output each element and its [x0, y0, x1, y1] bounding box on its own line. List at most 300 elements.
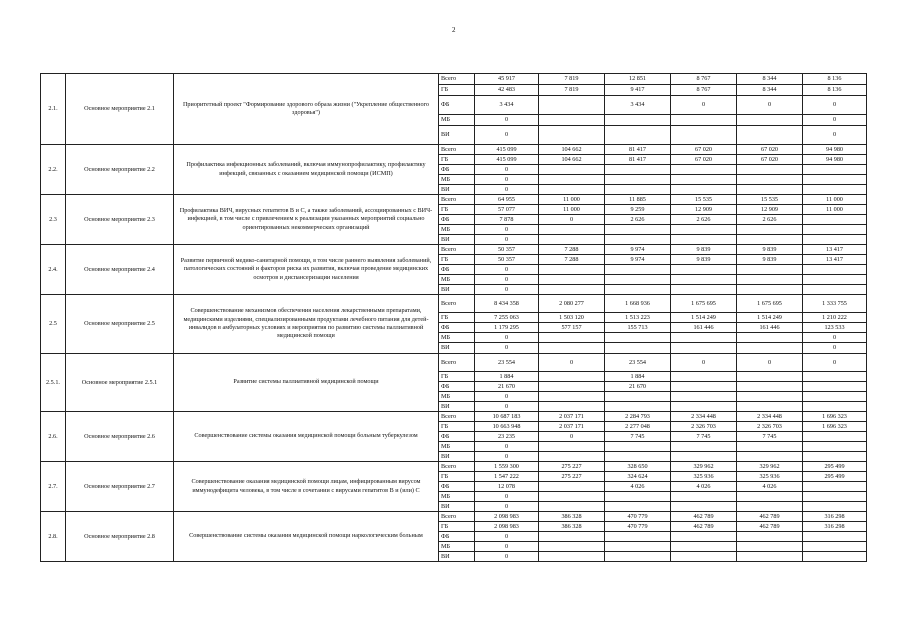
amount-cell: 0 [475, 285, 539, 295]
funding-source: МБ [439, 225, 475, 235]
amount-cell [737, 452, 803, 462]
amount-cell [605, 115, 671, 126]
amount-cell [737, 392, 803, 402]
table-row [41, 195, 867, 205]
amount-cell: 23 554 [605, 354, 671, 372]
funding-source: ГБ [439, 422, 475, 432]
amount-cell: 50 357 [475, 255, 539, 265]
amount-cell: 2 326 703 [737, 422, 803, 432]
amount-cell [605, 392, 671, 402]
amount-cell: 7 288 [539, 255, 605, 265]
amount-cell [539, 126, 605, 145]
amount-cell: 325 936 [737, 472, 803, 482]
funding-source: ФБ [439, 432, 475, 442]
row-number: 2.6. [41, 412, 66, 462]
amount-cell [539, 225, 605, 235]
table-body [41, 74, 867, 562]
funding-source: ГБ [439, 313, 475, 323]
amount-cell [539, 265, 605, 275]
amount-cell: 155 713 [605, 323, 671, 333]
amount-cell [539, 96, 605, 115]
amount-cell: 2 626 [671, 215, 737, 225]
amount-cell: 0 [475, 392, 539, 402]
amount-cell: 0 [475, 165, 539, 175]
amount-cell: 9 259 [605, 205, 671, 215]
activity-description: Приоритетный проект "Формирование здорового образа жизни ("Укрепление общественного здоровья") [174, 74, 439, 145]
amount-cell: 316 298 [803, 522, 867, 532]
activity-description: Развитие первичной медико-санитарной помощи, в том числе раннего выявления заболеваний, патологических состояний и факторов риска их развития, включая проведение медицинских осмотров и диспансеризации населения [174, 245, 439, 295]
activity-name: Основное мероприятие 2.5 [66, 295, 174, 354]
amount-cell [605, 175, 671, 185]
amount-cell [539, 185, 605, 195]
amount-cell: 2 284 793 [605, 412, 671, 422]
amount-cell [539, 343, 605, 354]
amount-cell: 104 662 [539, 155, 605, 165]
amount-cell: 2 334 448 [671, 412, 737, 422]
amount-cell: 10 663 948 [475, 422, 539, 432]
amount-cell: 15 535 [671, 195, 737, 205]
amount-cell [605, 532, 671, 542]
amount-cell [605, 452, 671, 462]
table-row [41, 354, 867, 372]
amount-cell: 8 136 [803, 74, 867, 85]
amount-cell: 0 [803, 115, 867, 126]
amount-cell [737, 442, 803, 452]
amount-cell: 1 884 [605, 372, 671, 382]
funding-source: ВИ [439, 502, 475, 512]
amount-cell: 42 483 [475, 85, 539, 96]
amount-cell [671, 265, 737, 275]
row-number: 2.5 [41, 295, 66, 354]
amount-cell [803, 482, 867, 492]
amount-cell: 324 624 [605, 472, 671, 482]
amount-cell: 415 099 [475, 145, 539, 155]
amount-cell: 8 136 [803, 85, 867, 96]
amount-cell [737, 285, 803, 295]
amount-cell [539, 502, 605, 512]
amount-cell: 67 020 [737, 155, 803, 165]
amount-cell [803, 552, 867, 562]
amount-cell: 9 974 [605, 255, 671, 265]
amount-cell: 325 936 [671, 472, 737, 482]
amount-cell: 7 745 [671, 432, 737, 442]
amount-cell [539, 492, 605, 502]
amount-cell: 9 839 [737, 245, 803, 255]
amount-cell [737, 115, 803, 126]
amount-cell [671, 532, 737, 542]
amount-cell: 0 [475, 185, 539, 195]
funding-source: ГБ [439, 472, 475, 482]
funding-source: МБ [439, 333, 475, 343]
amount-cell [737, 502, 803, 512]
amount-cell [803, 275, 867, 285]
amount-cell [539, 442, 605, 452]
funding-source: ГБ [439, 522, 475, 532]
funding-source: Всего [439, 354, 475, 372]
amount-cell [803, 372, 867, 382]
funding-source: МБ [439, 492, 475, 502]
amount-cell: 50 357 [475, 245, 539, 255]
amount-cell: 0 [803, 126, 867, 145]
funding-source: ФБ [439, 382, 475, 392]
funding-source: Всего [439, 462, 475, 472]
amount-cell: 1 210 222 [803, 313, 867, 323]
funding-source: Всего [439, 295, 475, 313]
amount-cell [671, 185, 737, 195]
amount-cell: 0 [803, 333, 867, 343]
amount-cell: 7 819 [539, 74, 605, 85]
amount-cell: 0 [803, 354, 867, 372]
amount-cell: 9 839 [737, 255, 803, 265]
amount-cell: 1 696 323 [803, 422, 867, 432]
amount-cell [803, 235, 867, 245]
activity-description: Совершенствование механизмов обеспечения населения лекарственными препаратами, медицинскими изделиями, специализированными продуктами лечебного питания для детей-инвалидов в амбулаторных условиях и мероприятия по развитию системы паллиативной медицинской помощи [174, 295, 439, 354]
amount-cell: 64 955 [475, 195, 539, 205]
amount-cell: 21 670 [605, 382, 671, 392]
amount-cell [539, 482, 605, 492]
amount-cell: 7 745 [737, 432, 803, 442]
amount-cell: 0 [475, 333, 539, 343]
amount-cell: 1 547 222 [475, 472, 539, 482]
funding-source: ВИ [439, 185, 475, 195]
amount-cell: 462 789 [671, 522, 737, 532]
amount-cell [737, 225, 803, 235]
amount-cell [539, 392, 605, 402]
amount-cell: 11 000 [803, 195, 867, 205]
amount-cell [803, 225, 867, 235]
amount-cell: 2 277 048 [605, 422, 671, 432]
amount-cell [605, 492, 671, 502]
amount-cell: 1 668 936 [605, 295, 671, 313]
amount-cell [737, 126, 803, 145]
amount-cell: 295 499 [803, 472, 867, 482]
amount-cell [539, 542, 605, 552]
amount-cell: 2 037 171 [539, 412, 605, 422]
budget-table [40, 73, 867, 562]
amount-cell: 462 789 [671, 512, 737, 522]
amount-cell: 1 179 295 [475, 323, 539, 333]
amount-cell [605, 552, 671, 562]
funding-source: Всего [439, 412, 475, 422]
amount-cell [671, 452, 737, 462]
amount-cell: 13 417 [803, 255, 867, 265]
amount-cell: 45 917 [475, 74, 539, 85]
amount-cell: 8 344 [737, 74, 803, 85]
amount-cell: 2 080 277 [539, 295, 605, 313]
amount-cell: 0 [475, 175, 539, 185]
amount-cell: 0 [803, 96, 867, 115]
funding-source: МБ [439, 115, 475, 126]
amount-cell [605, 333, 671, 343]
amount-cell [737, 552, 803, 562]
amount-cell [671, 552, 737, 562]
amount-cell: 7 255 063 [475, 313, 539, 323]
amount-cell [737, 275, 803, 285]
amount-cell [605, 225, 671, 235]
amount-cell [539, 402, 605, 412]
row-number: 2.2. [41, 145, 66, 195]
funding-source: ФБ [439, 323, 475, 333]
funding-source: ФБ [439, 482, 475, 492]
amount-cell [605, 126, 671, 145]
amount-cell: 11 000 [803, 205, 867, 215]
amount-cell [671, 285, 737, 295]
row-number: 2.5.1. [41, 354, 66, 412]
row-number: 2.8. [41, 512, 66, 562]
amount-cell: 470 779 [605, 522, 671, 532]
amount-cell: 0 [475, 442, 539, 452]
amount-cell [539, 175, 605, 185]
amount-cell: 415 099 [475, 155, 539, 165]
amount-cell: 11 000 [539, 195, 605, 205]
amount-cell: 9 839 [671, 255, 737, 265]
amount-cell: 23 554 [475, 354, 539, 372]
amount-cell [671, 392, 737, 402]
table-row [41, 145, 867, 155]
amount-cell: 316 298 [803, 512, 867, 522]
funding-source: Всего [439, 512, 475, 522]
activity-name: Основное мероприятие 2.2 [66, 145, 174, 195]
funding-source: ГБ [439, 155, 475, 165]
amount-cell: 470 779 [605, 512, 671, 522]
amount-cell: 67 020 [737, 145, 803, 155]
table-row [41, 245, 867, 255]
amount-cell: 0 [475, 225, 539, 235]
activity-description: Совершенствование системы оказания медицинской помощи больным туберкулезом [174, 412, 439, 462]
amount-cell: 0 [539, 215, 605, 225]
activity-name: Основное мероприятие 2.1 [66, 74, 174, 145]
amount-cell: 4 026 [737, 482, 803, 492]
amount-cell: 7 819 [539, 85, 605, 96]
amount-cell: 1 559 300 [475, 462, 539, 472]
funding-source: ГБ [439, 205, 475, 215]
amount-cell [671, 442, 737, 452]
amount-cell [803, 382, 867, 392]
amount-cell [737, 382, 803, 392]
amount-cell [671, 333, 737, 343]
amount-cell [737, 343, 803, 354]
amount-cell [539, 275, 605, 285]
amount-cell: 3 434 [605, 96, 671, 115]
activity-name: Основное мероприятие 2.5.1 [66, 354, 174, 412]
amount-cell: 0 [803, 343, 867, 354]
amount-cell [539, 372, 605, 382]
amount-cell [671, 382, 737, 392]
amount-cell: 328 650 [605, 462, 671, 472]
amount-cell [671, 235, 737, 245]
amount-cell [671, 115, 737, 126]
amount-cell: 0 [475, 275, 539, 285]
amount-cell: 10 687 183 [475, 412, 539, 422]
amount-cell: 161 446 [737, 323, 803, 333]
funding-source: Всего [439, 74, 475, 85]
amount-cell: 1 675 695 [671, 295, 737, 313]
amount-cell [605, 402, 671, 412]
amount-cell: 4 026 [605, 482, 671, 492]
amount-cell [803, 175, 867, 185]
activity-name: Основное мероприятие 2.7 [66, 462, 174, 512]
amount-cell [671, 343, 737, 354]
amount-cell: 0 [475, 402, 539, 412]
activity-name: Основное мероприятие 2.4 [66, 245, 174, 295]
amount-cell: 0 [475, 235, 539, 245]
funding-source: МБ [439, 392, 475, 402]
amount-cell [737, 333, 803, 343]
activity-description: Профилактика ВИЧ, вирусных гепатитов В и С, а также заболеваний, ассоциированных с ВИЧ-инфекцией, в том числе с привлечением к реализации указанных мероприятий социально ориентированных некоммерческих организаций [174, 195, 439, 245]
amount-cell: 0 [737, 354, 803, 372]
amount-cell: 2 334 448 [737, 412, 803, 422]
amount-cell [803, 392, 867, 402]
amount-cell [605, 542, 671, 552]
funding-source: ФБ [439, 165, 475, 175]
activity-description: Совершенствование системы оказания медицинской помощи наркологическим больным [174, 512, 439, 562]
amount-cell: 2 098 983 [475, 512, 539, 522]
amount-cell [539, 552, 605, 562]
funding-source: ФБ [439, 532, 475, 542]
funding-source: МБ [439, 275, 475, 285]
funding-source: Всего [439, 245, 475, 255]
amount-cell: 9 839 [671, 245, 737, 255]
amount-cell [737, 235, 803, 245]
funding-source: ВИ [439, 235, 475, 245]
funding-source: ФБ [439, 96, 475, 115]
amount-cell: 386 328 [539, 522, 605, 532]
amount-cell: 1 514 249 [737, 313, 803, 323]
amount-cell [737, 265, 803, 275]
amount-cell: 0 [475, 126, 539, 145]
amount-cell [671, 402, 737, 412]
amount-cell [737, 185, 803, 195]
amount-cell [539, 165, 605, 175]
funding-source: ВИ [439, 343, 475, 354]
amount-cell: 8 767 [671, 74, 737, 85]
amount-cell: 2 626 [605, 215, 671, 225]
amount-cell: 295 499 [803, 462, 867, 472]
amount-cell: 123 533 [803, 323, 867, 333]
amount-cell: 2 626 [737, 215, 803, 225]
amount-cell: 23 235 [475, 432, 539, 442]
amount-cell: 0 [475, 115, 539, 126]
amount-cell [737, 175, 803, 185]
amount-cell: 11 000 [539, 205, 605, 215]
funding-source: ВИ [439, 552, 475, 562]
amount-cell: 0 [539, 354, 605, 372]
amount-cell [671, 126, 737, 145]
amount-cell [737, 402, 803, 412]
row-number: 2.4. [41, 245, 66, 295]
amount-cell [803, 442, 867, 452]
amount-cell: 9 974 [605, 245, 671, 255]
amount-cell [539, 452, 605, 462]
amount-cell: 3 434 [475, 96, 539, 115]
amount-cell: 94 980 [803, 155, 867, 165]
amount-cell: 7 288 [539, 245, 605, 255]
amount-cell [671, 502, 737, 512]
amount-cell: 0 [475, 492, 539, 502]
amount-cell: 0 [671, 96, 737, 115]
amount-cell: 21 670 [475, 382, 539, 392]
amount-cell: 67 020 [671, 155, 737, 165]
amount-cell: 329 962 [671, 462, 737, 472]
amount-cell [803, 165, 867, 175]
amount-cell [671, 175, 737, 185]
amount-cell: 12 909 [737, 205, 803, 215]
funding-source: МБ [439, 175, 475, 185]
amount-cell: 2 037 171 [539, 422, 605, 432]
amount-cell: 462 789 [737, 522, 803, 532]
amount-cell [605, 275, 671, 285]
amount-cell [803, 285, 867, 295]
amount-cell [737, 532, 803, 542]
amount-cell [605, 265, 671, 275]
amount-cell: 67 020 [671, 145, 737, 155]
amount-cell: 4 026 [671, 482, 737, 492]
amount-cell: 8 767 [671, 85, 737, 96]
amount-cell: 275 227 [539, 472, 605, 482]
amount-cell [803, 185, 867, 195]
amount-cell: 8 434 358 [475, 295, 539, 313]
activity-description: Профилактика инфекционных заболеваний, включая иммунопрофилактику, профилактику инфекций, связанных с оказанием медицинской помощи (ИСМП) [174, 145, 439, 195]
amount-cell: 462 789 [737, 512, 803, 522]
amount-cell: 81 417 [605, 155, 671, 165]
amount-cell [737, 372, 803, 382]
table-row [41, 462, 867, 472]
amount-cell: 7 878 [475, 215, 539, 225]
amount-cell: 0 [475, 552, 539, 562]
amount-cell [737, 165, 803, 175]
amount-cell [737, 542, 803, 552]
amount-cell [803, 215, 867, 225]
funding-source: МБ [439, 442, 475, 452]
amount-cell [803, 432, 867, 442]
amount-cell [803, 502, 867, 512]
amount-cell: 12 851 [605, 74, 671, 85]
amount-cell: 0 [475, 532, 539, 542]
amount-cell: 2 098 983 [475, 522, 539, 532]
amount-cell: 0 [671, 354, 737, 372]
amount-cell: 104 662 [539, 145, 605, 155]
funding-source: ГБ [439, 255, 475, 265]
funding-source: Всего [439, 195, 475, 205]
amount-cell [539, 382, 605, 392]
row-number: 2.1. [41, 74, 66, 145]
table-row [41, 512, 867, 522]
amount-cell: 15 535 [737, 195, 803, 205]
amount-cell [671, 372, 737, 382]
amount-cell: 12 909 [671, 205, 737, 215]
amount-cell [605, 343, 671, 354]
amount-cell [737, 492, 803, 502]
amount-cell [803, 542, 867, 552]
activity-description: Совершенствование оказания медицинской помощи лицам, инфицированным вирусом иммунодефицита человека, в том числе в сочетании с вирусами гепатитов В и (или) С [174, 462, 439, 512]
amount-cell [539, 115, 605, 126]
funding-source: Всего [439, 145, 475, 155]
amount-cell: 1 675 695 [737, 295, 803, 313]
row-number: 2.3 [41, 195, 66, 245]
activity-name: Основное мероприятие 2.8 [66, 512, 174, 562]
amount-cell [671, 275, 737, 285]
amount-cell: 9 417 [605, 85, 671, 96]
amount-cell: 8 344 [737, 85, 803, 96]
table-row [41, 295, 867, 313]
amount-cell [605, 165, 671, 175]
funding-source: ГБ [439, 372, 475, 382]
amount-cell [605, 285, 671, 295]
funding-source: ГБ [439, 85, 475, 96]
amount-cell: 0 [475, 265, 539, 275]
amount-cell: 0 [539, 432, 605, 442]
amount-cell: 275 227 [539, 462, 605, 472]
